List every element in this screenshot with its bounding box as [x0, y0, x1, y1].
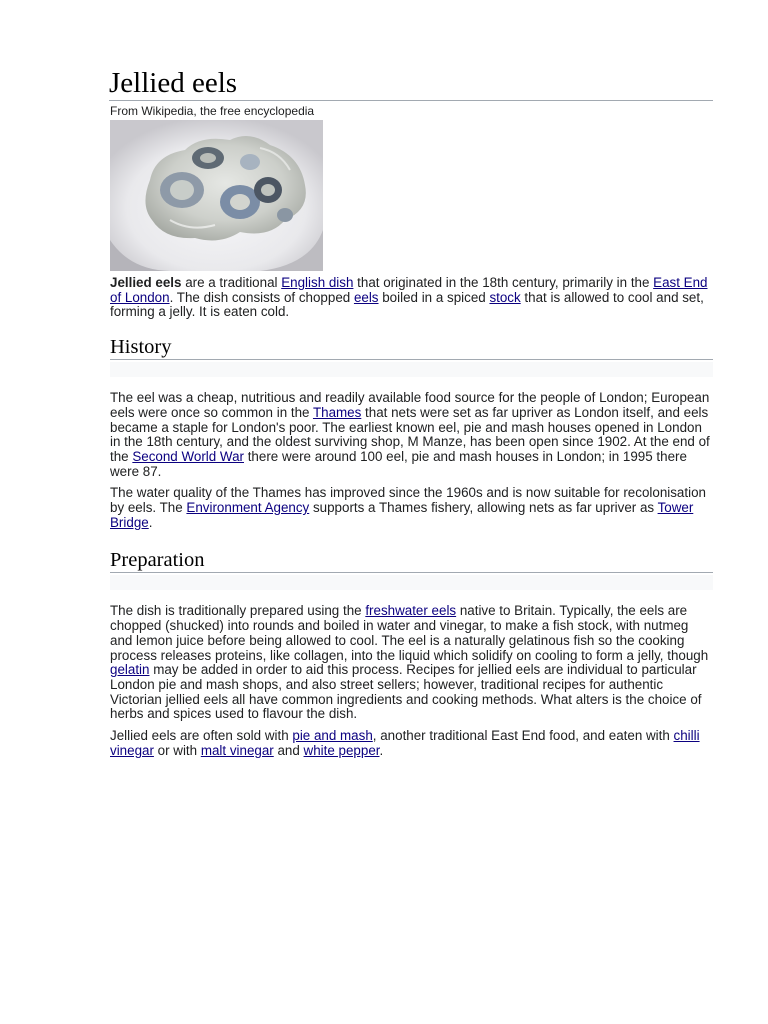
link-vinegar[interactable]: vinegar: [110, 742, 154, 758]
link-environment-agency[interactable]: Environment Agency: [186, 500, 310, 516]
history-paragraph-2: The water quality of the Thames has improved since the 1960s and is now suitable for recolonisation by eels. The Environment Agency supports a Thames fishery, allowing nets as far upriver as Tower Bridge.: [110, 485, 706, 530]
section-divider: [110, 575, 713, 590]
section-heading-history: History: [110, 335, 713, 360]
link-english-dish[interactable]: English dish: [281, 275, 354, 290]
section-divider: [110, 362, 713, 377]
link-tower-bridge[interactable]: Tower Bridge: [110, 500, 694, 530]
section-heading-preparation: Preparation: [110, 548, 713, 573]
page-title: Jellied eels: [109, 66, 713, 101]
link-white-pepper[interactable]: white pepper: [303, 742, 380, 758]
jellied-eels-photo: [110, 120, 323, 271]
preparation-paragraph-2: Jellied eels are often sold with pie and mash, another traditional East End food, and eaten with chilli vinegar or with malt vinegar and white pepper.: [110, 728, 700, 758]
lead-paragraph: Jellied eels are a traditional English dish that originated in the 18th century, primarily in the East End of London. The dish consists of chopped eels boiled in a spiced stock that is allowed to cool and set, forming a jelly. It is eaten cold.: [110, 275, 708, 320]
link-thames[interactable]: Thames: [312, 404, 362, 420]
link-freshwater-eels[interactable]: freshwater eels: [365, 603, 457, 619]
link-gelatin[interactable]: gelatin: [110, 662, 150, 678]
lead-image[interactable]: [110, 120, 323, 271]
preparation-paragraph-1: The dish is traditionally prepared using the freshwater eels native to Britain. Typically, the eels are chopped (shucked) into rounds and boiled in water and vinegar, to make a fish stock, with nutmeg and lemon juice before being allowed to cool. The eel is a naturally gelatinous fish so the cooking process releases proteins, like collagen, into the liquid which solidify on cooling to form a jelly, though gelatin may be added in order to aid this process. Recipes for jellied eels are individual to particular London pie and mash shops, and also street sellers; however, traditional recipes for authentic Victorian jellied eels all have common ingredients and cooking methods. What alters is the choice of herbs and spices used to flavour the dish.: [110, 603, 709, 722]
site-tagline: From Wikipedia, the free encyclopedia: [110, 104, 315, 118]
link-eels[interactable]: eels: [353, 289, 379, 305]
link-second-world-war[interactable]: Second World War: [132, 448, 244, 464]
link-malt-vinegar[interactable]: malt vinegar: [200, 742, 274, 758]
bold-term: Jellied eels: [110, 275, 182, 290]
link-stock[interactable]: stock: [489, 289, 521, 305]
history-paragraph-1: The eel was a cheap, nutritious and readily available food source for the people of London; European eels were once so common in the Thames that nets were set as far upriver as London itself, and eels became a staple for London's poor. The earliest known eel, pie and mash houses opened in London in the 18th century, and the oldest surviving shop, M Manze, has been open since 1902. At the end of the Second World War there were around 100 eel, pie and mash houses in London; in 1995 there were 87.: [110, 390, 710, 479]
link-pie-and-mash[interactable]: pie and mash: [292, 728, 373, 744]
link-chilli[interactable]: chilli: [673, 728, 700, 744]
link-east-end[interactable]: East End of London: [110, 275, 708, 305]
article: [110, 0, 713, 765]
